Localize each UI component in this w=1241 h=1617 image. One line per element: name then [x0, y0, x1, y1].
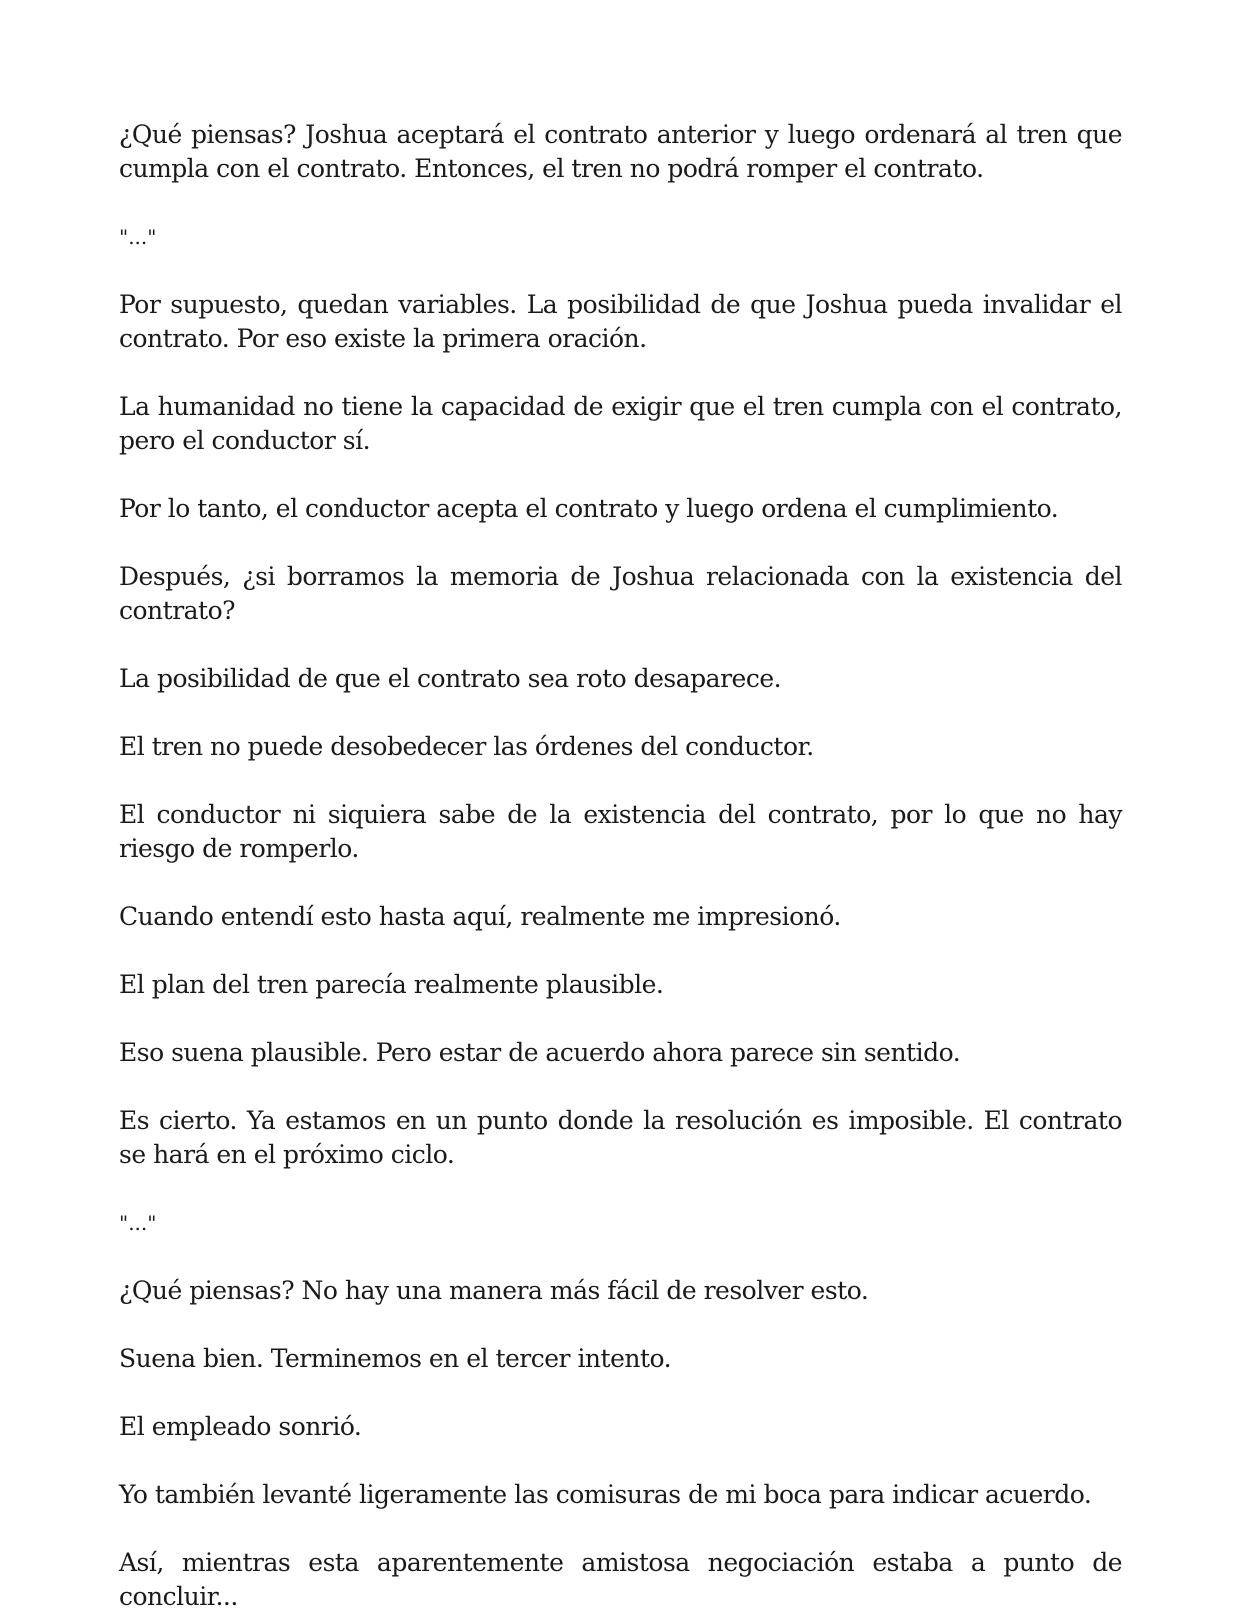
paragraph-17: El empleado sonrió. — [119, 1412, 362, 1441]
paragraph-4: La humanidad no tiene la capacidad de exigir que el tren cumpla con el contrato, pero el conductor sí. — [119, 392, 1122, 455]
paragraph-10: Cuando entendí esto hasta aquí, realmente me impresionó. — [119, 902, 841, 931]
paragraph-9: El conductor ni siquiera sabe de la existencia del contrato, por lo que no hay riesgo de romperlo. — [119, 800, 1122, 863]
paragraph-11: El plan del tren parecía realmente plausible. — [119, 970, 664, 999]
document-body — [119, 118, 1122, 1617]
paragraph-5: Por lo tanto, el conductor acepta el contrato y luego ordena el cumplimiento. — [119, 494, 1059, 523]
paragraph-19: Así, mientras esta aparentemente amistosa negociación estaba a punto de concluir... — [119, 1548, 1122, 1611]
paragraph-14-ellipsis: "..." — [119, 1211, 157, 1235]
paragraph-13: Es cierto. Ya estamos en un punto donde la resolución es imposible. El contrato se hará en el próximo ciclo. — [119, 1106, 1122, 1169]
paragraph-1: ¿Qué piensas? Joshua aceptará el contrato anterior y luego ordenará al tren que cumpla con el contrato. Entonces, el tren no podrá romper el contrato. — [119, 120, 1122, 183]
paragraph-18: Yo también levanté ligeramente las comisuras de mi boca para indicar acuerdo. — [119, 1480, 1092, 1509]
paragraph-8: El tren no puede desobedecer las órdenes del conductor. — [119, 732, 814, 761]
paragraph-16: Suena bien. Terminemos en el tercer intento. — [119, 1344, 672, 1373]
paragraph-12: Eso suena plausible. Pero estar de acuerdo ahora parece sin sentido. — [119, 1038, 961, 1067]
paragraph-3: Por supuesto, quedan variables. La posibilidad de que Joshua pueda invalidar el contrato. Por eso existe la primera oración. — [119, 290, 1122, 353]
paragraph-7: La posibilidad de que el contrato sea roto desaparece. — [119, 664, 782, 693]
paragraph-15: ¿Qué piensas? No hay una manera más fácil de resolver esto. — [119, 1276, 869, 1305]
paragraph-2-ellipsis: "..." — [119, 225, 157, 249]
paragraph-6: Después, ¿si borramos la memoria de Joshua relacionada con la existencia del contrato? — [119, 562, 1122, 625]
